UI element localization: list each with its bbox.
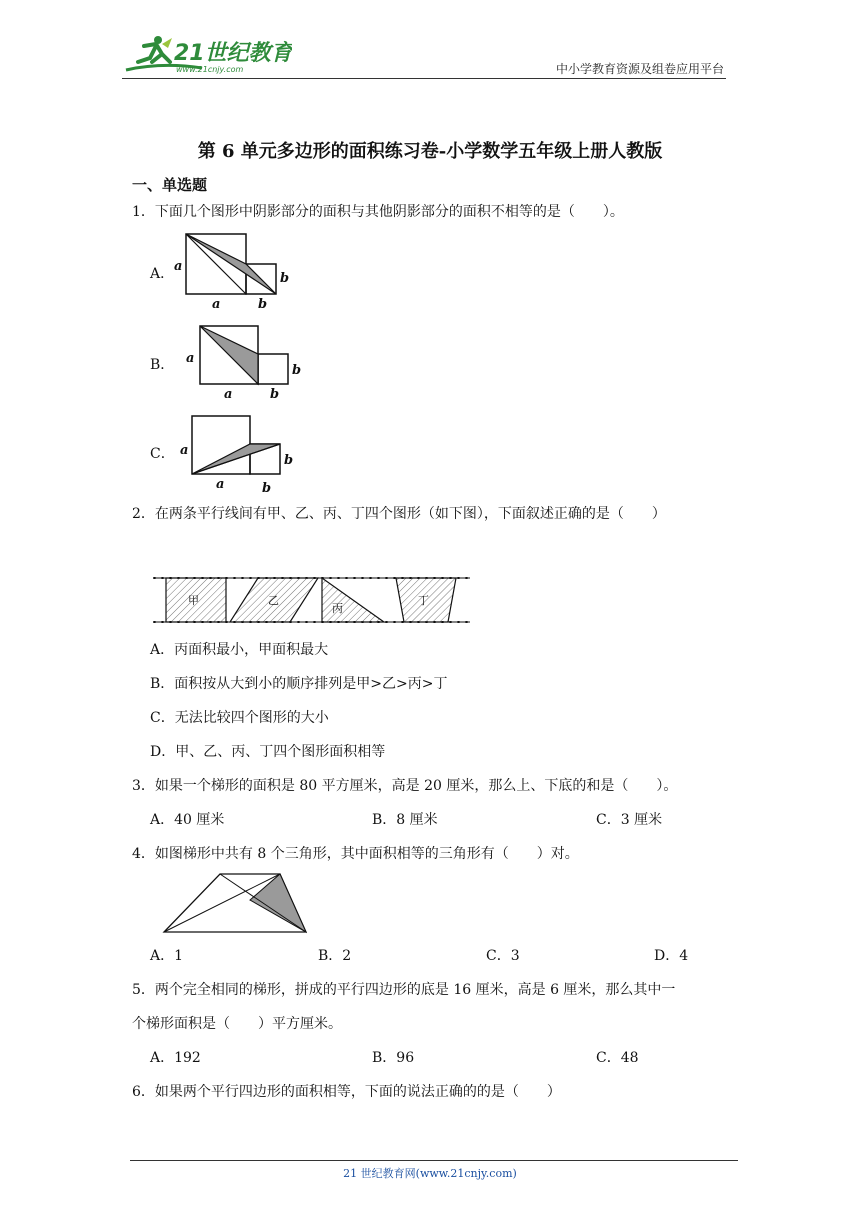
shape-bing-label: 丙 (332, 602, 343, 615)
question-2-option-d[interactable]: D．甲、乙、丙、丁四个图形面积相等 (150, 744, 386, 760)
footer-divider (130, 1160, 738, 1161)
label-b-bottom: b (258, 297, 268, 312)
site-logo (122, 32, 292, 78)
question-4-option-c[interactable]: C．3 (486, 948, 520, 964)
header-divider (122, 78, 726, 79)
page-title: 第 6 单元多边形的面积练习卷-小学数学五年级上册人教版 (197, 141, 663, 162)
question-3-option-a[interactable]: A．40 厘米 (150, 812, 225, 828)
runner-logo-icon (122, 32, 292, 78)
q1-figure-a (172, 230, 292, 314)
label-b-side: b (284, 453, 294, 468)
label-a-bottom: a (224, 387, 233, 402)
question-2-option-c[interactable]: C．无法比较四个图形的大小 (150, 710, 329, 726)
footer-link[interactable]: 21 世纪教育网(www.21cnjy.com) (343, 1167, 517, 1180)
question-3-option-b[interactable]: B．8 厘米 (372, 812, 438, 828)
q2-parallel-lines-figure (150, 572, 474, 628)
question-4-stem: 4．如图梯形中共有 8 个三角形，其中面积相等的三角形有（ ）对。 (132, 846, 579, 862)
question-4-option-b[interactable]: B．2 (318, 948, 352, 964)
question-1-option-b[interactable]: B． (150, 357, 175, 373)
question-5-option-c[interactable]: C．48 (596, 1050, 639, 1066)
label-a-bottom: a (212, 297, 221, 312)
logo-brand-text: 21世纪教育 (174, 41, 292, 66)
label-a-side: a (180, 443, 189, 458)
label-a-side: a (186, 351, 195, 366)
question-1-option-c[interactable]: C． (150, 446, 175, 462)
label-b-bottom: b (270, 387, 280, 402)
question-3-stem: 3．如果一个梯形的面积是 80 平方厘米，高是 20 厘米，那么上、下底的和是（ ）。 (132, 778, 678, 794)
question-3-option-c[interactable]: C．3 厘米 (596, 812, 663, 828)
question-1-stem: 1．下面几个图形中阴影部分的面积与其他阴影部分的面积不相等的是（ ）。 (132, 204, 624, 220)
question-5-option-a[interactable]: A．192 (150, 1050, 201, 1066)
shape-ding-label: 丁 (418, 594, 429, 607)
question-5-option-b[interactable]: B．96 (372, 1050, 415, 1066)
shape-jia-label: 甲 (188, 594, 199, 607)
question-4-option-a[interactable]: A．1 (150, 948, 184, 964)
question-6-stem: 6．如果两个平行四边形的面积相等，下面的说法正确的的是（ ） (132, 1084, 561, 1100)
q1-figure-b (182, 322, 302, 406)
logo-url-text: www.21cnjy.com (176, 65, 244, 74)
q1-figure-c (176, 412, 300, 496)
platform-name: 中小学教育资源及组卷应用平台 (555, 62, 724, 76)
question-5-stem-line-2: 个梯形面积是（ ）平方厘米。 (132, 1016, 342, 1032)
label-a-side: a (174, 259, 183, 274)
question-5-stem-line-1: 5．两个完全相同的梯形，拼成的平行四边形的底是 16 厘米，高是 6 厘米，那么其中一 (132, 982, 676, 998)
label-b-side: b (280, 271, 290, 286)
label-b-bottom: b (262, 481, 272, 496)
question-4-option-d[interactable]: D．4 (654, 948, 689, 964)
question-2-option-a[interactable]: A．丙面积最小，甲面积最大 (150, 642, 329, 658)
q4-trapezoid-figure (160, 870, 310, 936)
shape-yi-label: 乙 (268, 594, 279, 607)
question-1-option-a[interactable]: A． (150, 266, 175, 282)
label-b-side: b (292, 363, 302, 378)
label-a-bottom: a (216, 477, 225, 492)
question-2-stem: 2．在两条平行线间有甲、乙、丙、丁四个图形（如下图），下面叙述正确的是（ ） (132, 506, 666, 522)
question-2-option-b[interactable]: B．面积按从大到小的顺序排列是甲>乙>丙>丁 (150, 676, 448, 692)
section-heading: 一、单选题 (132, 176, 208, 194)
